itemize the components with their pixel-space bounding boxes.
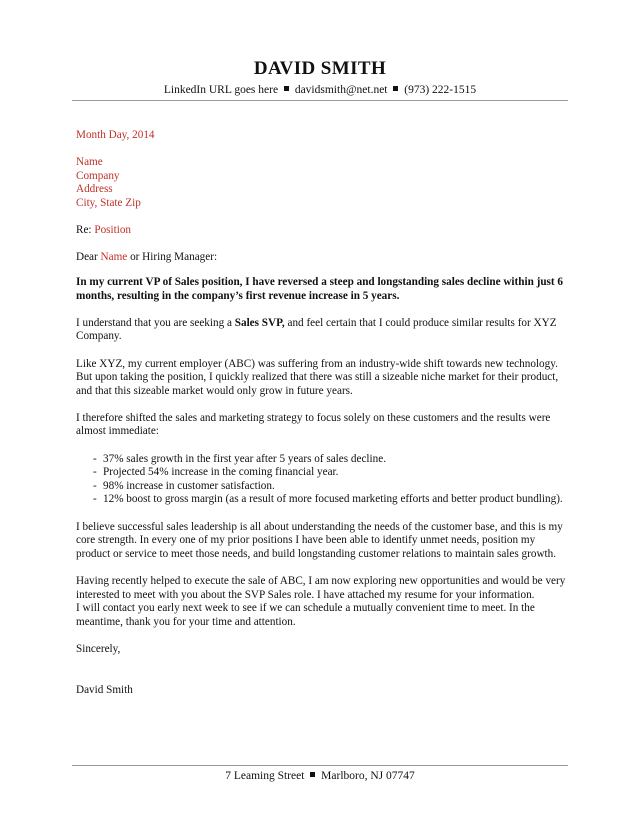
footer-city: Marlboro, NJ 07747 (321, 770, 415, 782)
footer-divider (72, 765, 568, 766)
recipient-city: City, State Zip (76, 196, 141, 209)
square-bullet-icon (284, 86, 289, 91)
greeting-suffix: or Hiring Manager: (130, 251, 218, 264)
paragraph-strength: I believe successful sales leadership is all about understanding the needs of the customer base, and this is my core strength. In every one of my prior positions I have been able to identify unmet needs, position my product or service to meet those needs, and build longstanding customer relations to maintain sales growth. (76, 520, 563, 560)
paragraph-intro-role: Sales SVP, (234, 316, 285, 329)
list-item: - 12% boost to gross margin (as a result of more focused marketing efforts and better product bundling). (76, 493, 568, 507)
linkedin-url: LinkedIn URL goes here (163, 84, 279, 96)
phone-number: (973) 222-1515 (404, 84, 477, 96)
highlight-paragraph: In my current VP of Sales position, I have reversed a steep and longstanding sales decline within just 6 months, resulting in the company’s first revenue increase in 5 years. (76, 275, 564, 302)
square-bullet-icon (393, 86, 398, 91)
list-item: - 37% sales growth in the first year after 5 years of sales decline. (76, 453, 568, 467)
letter-date: Month Day, 2014 (76, 129, 155, 141)
paragraph-strategy: I therefore shifted the sales and marketing strategy to focus solely on these customers and the results were almost immediate: (76, 411, 551, 438)
list-item: - 98% increase in customer satisfaction. (76, 480, 568, 494)
paragraph-background: Like XYZ, my current employer (ABC) was suffering from an industry-wide shift towards new technology. But upon taking the position, I quickly realized that there was still a sizeable niche market for their product, and that this sizeable market would only grow in future years. (76, 357, 559, 397)
subject-label: Re: (76, 224, 92, 237)
recipient-name: Name (76, 156, 103, 169)
contact-line (0, 83, 640, 97)
paragraph-opportunity: Having recently helped to execute the sale of ABC, I am now exploring new opportunities and would be very interested to meet with you about the SVP Sales role. I have attached my resume for your information. (76, 575, 566, 601)
closing: Sincerely, (76, 642, 121, 655)
footer-address (0, 770, 640, 782)
email-address: davidsmith@net.net (294, 84, 388, 96)
paragraph-intro (76, 317, 568, 344)
signature-name: David Smith (76, 683, 133, 696)
header-divider (72, 100, 568, 101)
recipient-company: Company (76, 169, 120, 182)
recipient-block (76, 156, 568, 210)
footer-street: 7 Leaming Street (225, 770, 305, 782)
list-item: - Projected 54% increase in the coming financial year. (76, 466, 568, 480)
greeting-prefix: Dear (76, 251, 98, 264)
subject-line (76, 224, 568, 238)
letter-body (76, 129, 568, 697)
paragraph-followup: I will contact you early next week to see if we can schedule a mutually convenient time to meet. In the meantime, thank you for your time and attention. (76, 602, 535, 628)
greeting-name: Name (100, 251, 128, 264)
greeting (76, 251, 568, 265)
paragraph-intro-post: and feel certain that I could produce similar results for XYZ Company. (76, 316, 557, 343)
paragraph-intro-pre: I understand that you are seeking a (76, 316, 232, 329)
results-list (76, 453, 568, 507)
subject-value: Position (94, 224, 132, 237)
recipient-address: Address (76, 183, 113, 196)
square-bullet-icon (310, 772, 315, 777)
sender-name: DAVID SMITH (253, 58, 387, 79)
